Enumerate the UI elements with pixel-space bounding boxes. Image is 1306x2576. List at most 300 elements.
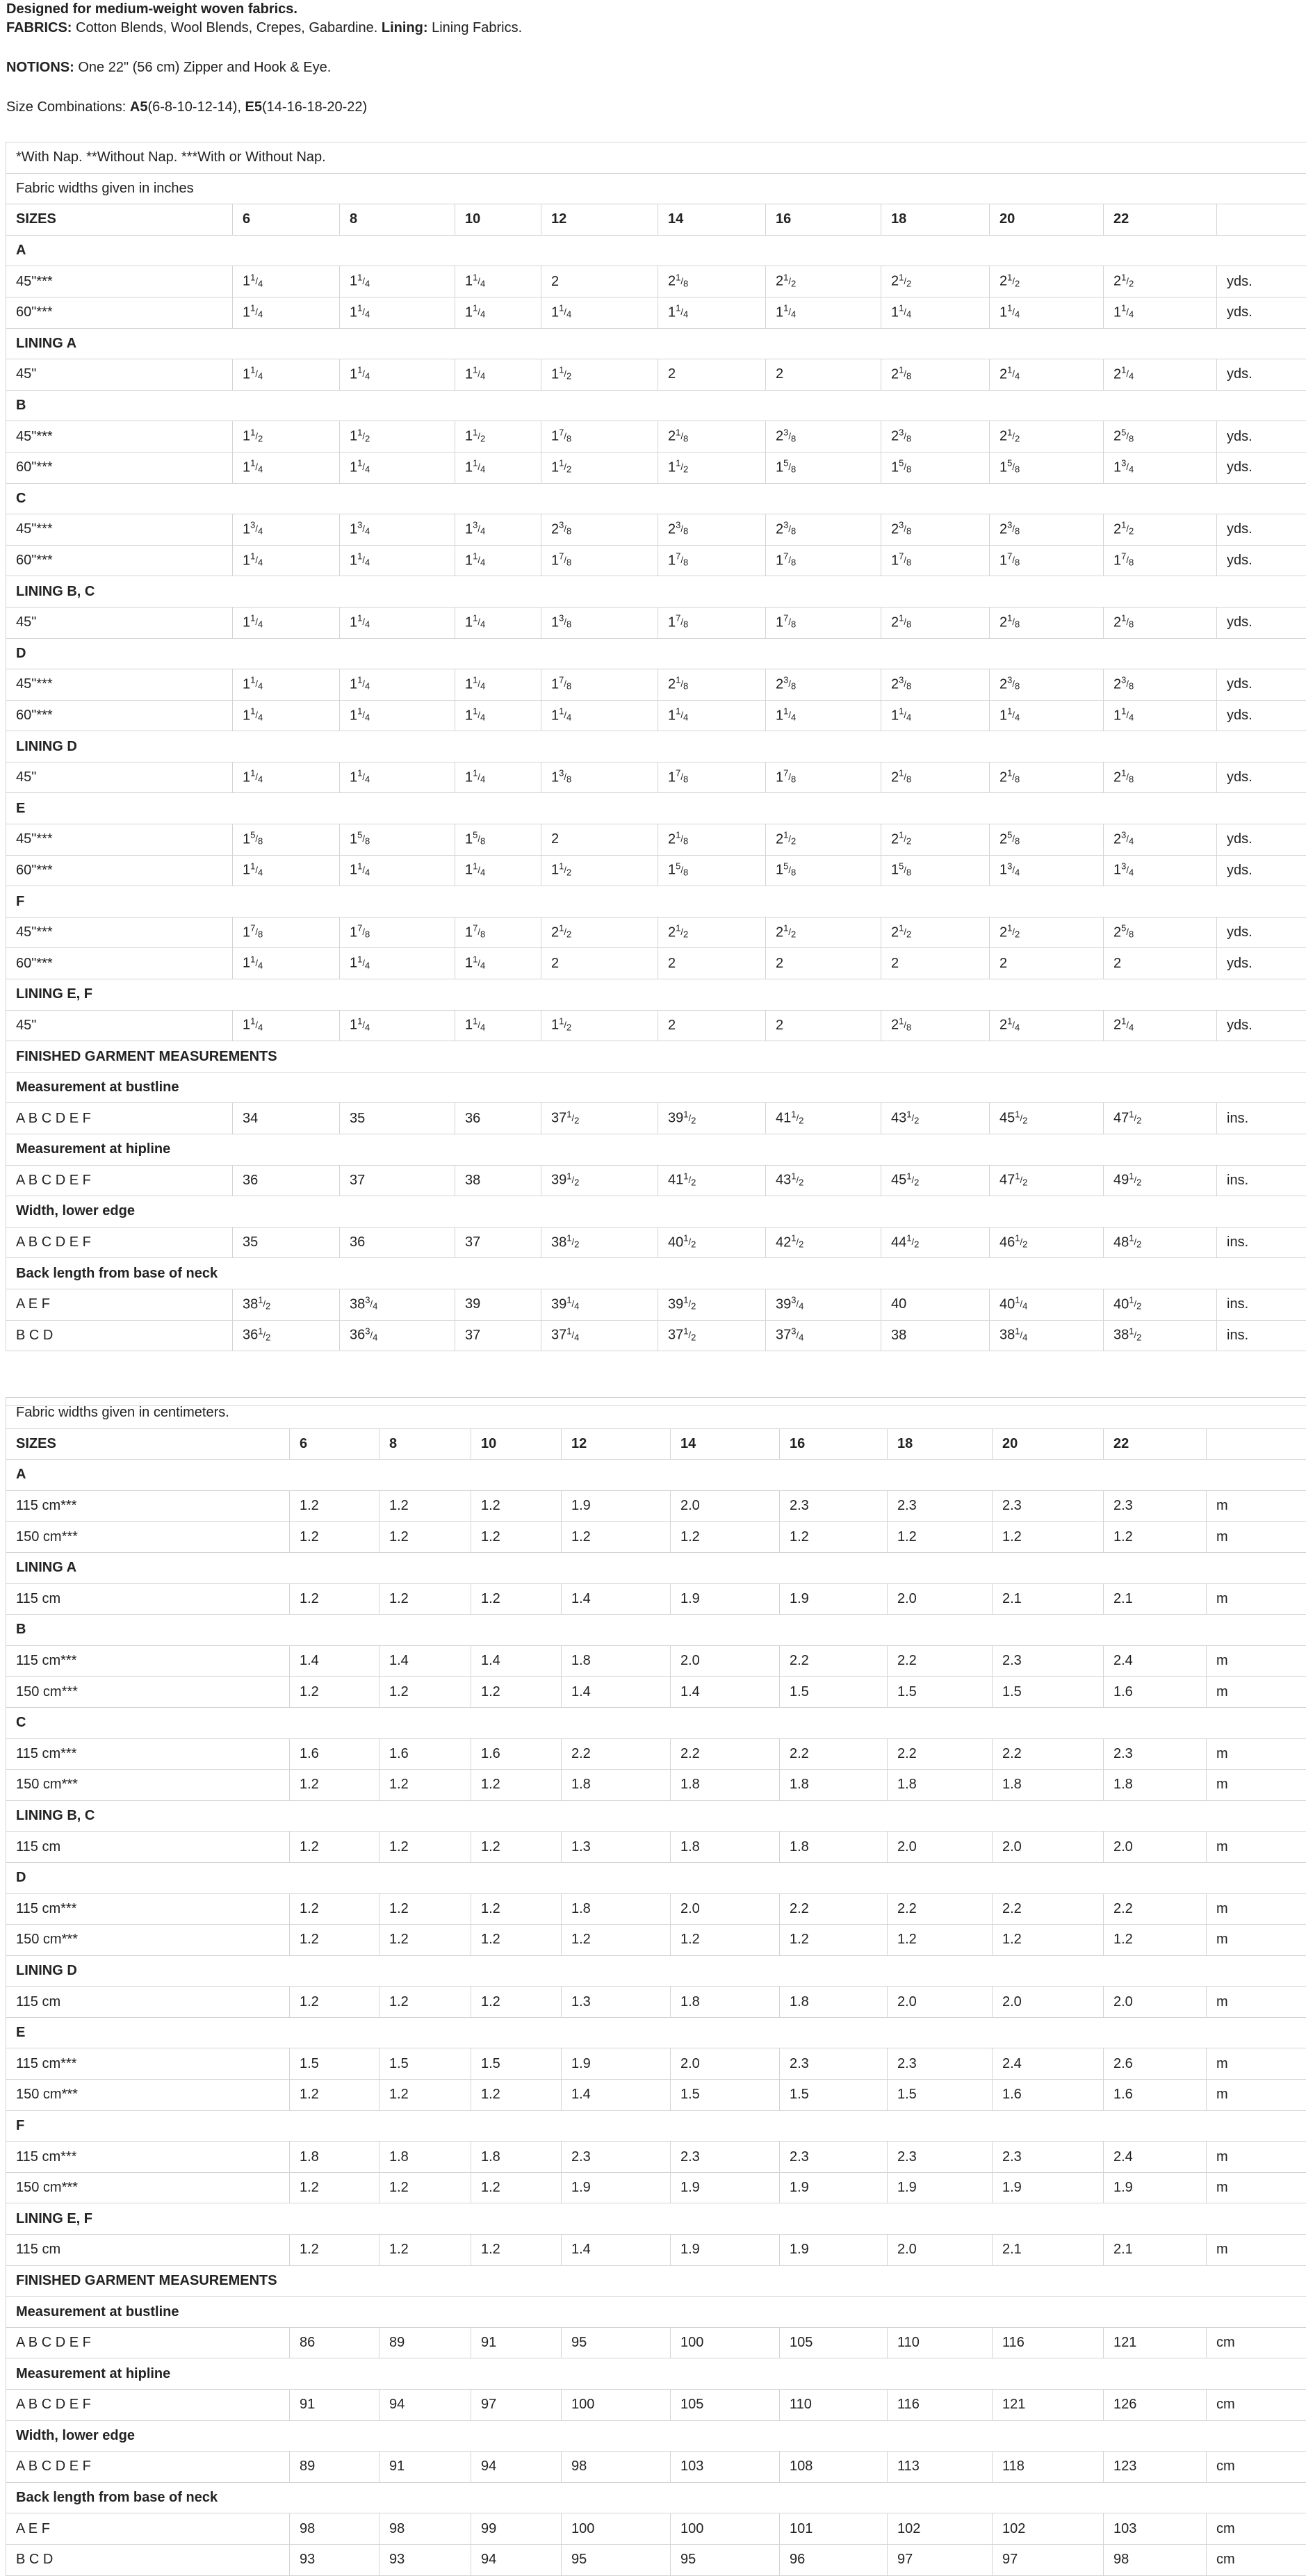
size-combinations-line	[6, 98, 522, 117]
in-value-cell: $1^1/_4$	[1104, 700, 1217, 731]
fraction: $^1/_2$	[899, 927, 911, 937]
in-value-cell: $2^3/_8$	[881, 514, 990, 546]
in-value-cell: $2^1/_8$	[1104, 762, 1217, 793]
in-header-size-18: 18	[881, 204, 990, 236]
cm-value-cell: 2.2	[671, 1738, 780, 1770]
cm-value-cell: 1.8	[290, 2142, 379, 2173]
cm-data-row	[6, 1832, 1306, 1863]
cm-unit-cell: m	[1207, 2048, 1306, 2080]
cm-value-cell: 1.9	[993, 2172, 1104, 2203]
fraction: $^1/_4$	[1007, 307, 1020, 317]
in-value-cell: 37	[340, 1165, 455, 1196]
cm-value-cell: 2.0	[671, 2048, 780, 2080]
fabrics-value: Cotton Blends, Wool Blends, Crepes, Gabardine.	[76, 20, 377, 35]
in-value-cell: $38^1/_2$	[1104, 1320, 1217, 1351]
fraction: $^3/_8$	[783, 431, 796, 441]
cm-row-label: 150 cm***	[6, 2172, 290, 2203]
cm-value-cell: 2.3	[780, 2048, 888, 2080]
fraction: $^1/_2$	[683, 1175, 696, 1185]
cm-data-row	[6, 2544, 1306, 2575]
in-value-cell: $2^1/_8$	[881, 1010, 990, 1041]
in-value-cell: $1^7/_8$	[1104, 545, 1217, 576]
in-value-cell: $1^7/_8$	[541, 669, 658, 701]
in-section-d	[6, 638, 1306, 669]
fraction: $^1/_2$	[1129, 1237, 1141, 1247]
cm-value-cell: 1.2	[671, 1925, 780, 1956]
in-header-size-10: 10	[455, 204, 541, 236]
cm-value-cell: 1.2	[562, 1522, 671, 1553]
cm-value-cell: 2.3	[993, 2142, 1104, 2173]
cm-value-cell: 98	[290, 2513, 379, 2545]
fraction: $^1/_2$	[1129, 1175, 1141, 1185]
notions-line	[6, 58, 522, 77]
in-row-label: 45"	[6, 762, 233, 793]
in-unit-cell: yds.	[1217, 824, 1306, 856]
cm-data-row	[6, 1490, 1306, 1522]
cm-data-row	[6, 1925, 1306, 1956]
in-value-cell: $2^3/_8$	[881, 421, 990, 453]
in-unit-cell: yds.	[1217, 266, 1306, 297]
fraction: $^3/_8$	[899, 431, 911, 441]
in-section-d-text: D	[6, 638, 1306, 669]
in-value-cell: $2^1/_2$	[881, 917, 990, 948]
cm-value-cell: 1.2	[471, 1925, 562, 1956]
cm-value-cell: 2.0	[671, 1490, 780, 1522]
in-value-cell: $1^5/_8$	[990, 452, 1104, 483]
cm-header-size-10: 10	[471, 1428, 562, 1460]
cm-section-b	[6, 1615, 1306, 1646]
fraction: $^1/_2$	[676, 927, 688, 937]
in-value-cell: $1^1/_4$	[455, 266, 541, 297]
cm-value-cell: 1.3	[562, 1987, 671, 2018]
in-value-cell: $39^1/_2$	[658, 1103, 766, 1134]
cm-value-cell: 1.5	[888, 1677, 993, 1708]
fraction: $^1/_2$	[1129, 1330, 1141, 1340]
pattern-intro	[6, 0, 522, 117]
cm-value-cell: 1.2	[290, 1925, 379, 1956]
in-value-cell: $2^1/_2$	[990, 917, 1104, 948]
fabrics-label: FABRICS:	[6, 20, 72, 35]
in-value-cell: $1^3/_8$	[541, 762, 658, 793]
in-section-a	[6, 235, 1306, 266]
in-row-label: 45"***	[6, 421, 233, 453]
in-value-cell: $1^1/_4$	[455, 762, 541, 793]
fraction: $^1/_4$	[783, 710, 796, 720]
fraction: $^7/_8$	[357, 927, 370, 937]
cm-value-cell: 1.2	[780, 1925, 888, 1956]
fraction: $^3/_8$	[559, 523, 571, 534]
fraction: $^1/_2$	[473, 431, 485, 441]
cm-value-cell: 1.2	[471, 2235, 562, 2266]
fraction: $^1/_4$	[473, 678, 485, 689]
cm-row-label: 115 cm	[6, 1832, 290, 1863]
in-value-cell: $1^1/_4$	[233, 452, 340, 483]
cm-value-cell: 2.2	[888, 1738, 993, 1770]
fraction: $^1/_4$	[783, 307, 796, 317]
in-value-cell: $2^5/_8$	[990, 824, 1104, 856]
cm-value-cell: 98	[1104, 2544, 1207, 2575]
in-row-label: 45"***	[6, 824, 233, 856]
cm-value-cell: 105	[671, 2390, 780, 2421]
cm-value-cell: 91	[290, 2390, 379, 2421]
cm-value-cell: 1.2	[379, 1583, 471, 1615]
in-section-e-text: E	[6, 793, 1306, 824]
in-value-cell: $1^1/_2$	[455, 421, 541, 453]
in-value-cell: 2	[766, 948, 881, 979]
in-value-cell: $2^1/_8$	[881, 762, 990, 793]
fraction: $^1/_4$	[250, 1020, 263, 1030]
fraction: $^1/_4$	[250, 368, 263, 379]
cm-unit-cell: m	[1207, 1770, 1306, 1801]
cm-value-cell: 86	[290, 2327, 379, 2358]
in-header-size-14: 14	[658, 204, 766, 236]
fraction: $^7/_8$	[783, 772, 796, 782]
fraction: $^5/_8$	[783, 462, 796, 472]
cm-section-f	[6, 2110, 1306, 2142]
cm-value-cell: 91	[379, 2452, 471, 2483]
in-row-label: B C D	[6, 1320, 233, 1351]
in-value-cell: $39^1/_4$	[541, 1289, 658, 1320]
size-code-e5: E5	[245, 99, 262, 115]
in-value-cell: $2^1/_2$	[990, 266, 1104, 297]
in-value-cell: $1^1/_4$	[233, 266, 340, 297]
in-header-size-22: 22	[1104, 204, 1217, 236]
cm-value-cell: 2.0	[1104, 1832, 1207, 1863]
in-value-cell: $1^1/_4$	[233, 855, 340, 886]
cm-value-cell: 1.2	[471, 1832, 562, 1863]
fraction: $^7/_8$	[473, 927, 485, 937]
in-unit-cell: yds.	[1217, 917, 1306, 948]
in-unit-cell: yds.	[1217, 421, 1306, 453]
cm-value-cell: 2.0	[888, 1832, 993, 1863]
in-value-cell: $44^1/_2$	[881, 1227, 990, 1258]
cm-data-row	[6, 1987, 1306, 2018]
cm-section-c-text: C	[6, 1707, 1306, 1738]
fraction: $^5/_8$	[1121, 431, 1134, 441]
cm-value-cell: 95	[671, 2544, 780, 2575]
in-row-label: 45"***	[6, 266, 233, 297]
cm-value-cell: 91	[471, 2327, 562, 2358]
cm-width-note-text: Fabric widths given in centimeters.	[6, 1398, 1306, 1429]
cm-value-cell: 1.2	[290, 1893, 379, 1925]
fraction: $^1/_8$	[899, 617, 911, 627]
in-value-cell: $1^1/_2$	[541, 855, 658, 886]
in-section-back-length-from-base-of-neck	[6, 1258, 1306, 1289]
fraction: $^1/_2$	[906, 1175, 919, 1185]
in-value-cell: $2^3/_8$	[766, 669, 881, 701]
fraction: $^1/_4$	[357, 958, 370, 968]
fraction: $^5/_8$	[357, 833, 370, 844]
fraction: $^1/_4$	[357, 462, 370, 472]
in-value-cell: 36	[455, 1103, 541, 1134]
cm-unit-cell: m	[1207, 1677, 1306, 1708]
size-range-e5: (14-16-18-20-22)	[262, 99, 367, 115]
cm-row-label: 115 cm	[6, 2235, 290, 2266]
fraction: $^3/_8$	[783, 523, 796, 534]
cm-value-cell: 1.4	[471, 1645, 562, 1677]
in-data-row	[6, 452, 1306, 483]
in-header-row	[6, 204, 1306, 236]
size-combinations-label: Size Combinations:	[6, 99, 126, 115]
cm-value-cell: 95	[562, 2327, 671, 2358]
cm-header-size-12: 12	[562, 1428, 671, 1460]
in-value-cell: $37^1/_4$	[541, 1320, 658, 1351]
in-value-cell: $37^3/_4$	[766, 1320, 881, 1351]
in-value-cell: $1^7/_8$	[455, 917, 541, 948]
cm-value-cell: 103	[671, 2452, 780, 2483]
fraction: $^1/_4$	[357, 617, 370, 627]
fraction: $^1/_4$	[566, 1330, 579, 1340]
cm-value-cell: 89	[379, 2327, 471, 2358]
in-value-cell: $40^1/_2$	[1104, 1289, 1217, 1320]
fraction: $^1/_4$	[1121, 1020, 1134, 1030]
in-unit-cell: yds.	[1217, 1010, 1306, 1041]
fraction: $^1/_4$	[1121, 710, 1134, 720]
in-value-cell: $1^1/_4$	[340, 452, 455, 483]
cm-value-cell: 1.6	[471, 1738, 562, 1770]
fraction: $^1/_2$	[791, 1237, 803, 1247]
in-value-cell: $1^1/_4$	[233, 669, 340, 701]
in-value-cell: 38	[881, 1320, 990, 1351]
in-unit-cell: yds.	[1217, 359, 1306, 391]
cm-value-cell: 2.1	[1104, 2235, 1207, 2266]
fraction: $^1/_2$	[1007, 927, 1020, 937]
cm-value-cell: 1.8	[562, 1645, 671, 1677]
in-unit-cell: yds.	[1217, 700, 1306, 731]
fraction: $^1/_2$	[783, 276, 796, 286]
in-value-cell: 2	[658, 359, 766, 391]
cm-value-cell: 1.2	[379, 1987, 471, 2018]
cm-value-cell: 1.2	[290, 2172, 379, 2203]
fraction: $^1/_2$	[1015, 1113, 1027, 1123]
cm-value-cell: 100	[671, 2513, 780, 2545]
in-value-cell: $1^1/_4$	[340, 762, 455, 793]
in-value-cell: $1^1/_4$	[455, 1010, 541, 1041]
fraction: $^1/_4$	[559, 307, 571, 317]
fraction: $^7/_8$	[250, 927, 263, 937]
cm-value-cell: 1.2	[471, 1522, 562, 1553]
in-value-cell: $1^7/_8$	[233, 917, 340, 948]
in-value-cell: $1^1/_4$	[455, 545, 541, 576]
in-value-cell: $1^7/_8$	[766, 607, 881, 638]
cm-data-row	[6, 2390, 1306, 2421]
in-value-cell: $2^1/_4$	[990, 1010, 1104, 1041]
cm-value-cell: 1.5	[671, 2080, 780, 2111]
in-value-cell: $2^3/_8$	[1104, 669, 1217, 701]
cm-row-label: 115 cm	[6, 1987, 290, 2018]
cm-section-c	[6, 1707, 1306, 1738]
fraction: $^1/_2$	[899, 276, 911, 286]
cm-unit-cell: m	[1207, 1583, 1306, 1615]
in-value-cell: $1^5/_8$	[881, 855, 990, 886]
in-value-cell: $2^1/_8$	[990, 607, 1104, 638]
cm-value-cell: 2.3	[993, 1645, 1104, 1677]
cm-value-cell: 1.6	[1104, 2080, 1207, 2111]
cm-value-cell: 1.2	[780, 1522, 888, 1553]
in-section-lining-e-f	[6, 979, 1306, 1011]
cm-value-cell: 1.2	[471, 1770, 562, 1801]
in-value-cell: $1^1/_2$	[541, 1010, 658, 1041]
cm-data-row	[6, 1893, 1306, 1925]
in-value-cell: $2^1/_4$	[1104, 1010, 1217, 1041]
cm-value-cell: 1.8	[471, 2142, 562, 2173]
in-width-note	[6, 173, 1306, 204]
fraction: $^1/_4$	[1121, 307, 1134, 317]
in-value-cell: $2^1/_2$	[766, 917, 881, 948]
in-value-cell: $2^1/_2$	[541, 917, 658, 948]
in-data-row	[6, 421, 1306, 453]
cm-value-cell: 1.2	[379, 1893, 471, 1925]
cm-value-cell: 97	[993, 2544, 1104, 2575]
fraction: $^3/_4$	[365, 1298, 377, 1309]
cm-value-cell: 2.1	[993, 2235, 1104, 2266]
fraction: $^1/_4$	[1015, 1330, 1027, 1340]
cm-unit-cell: m	[1207, 1925, 1306, 1956]
fraction: $^1/_8$	[676, 833, 688, 844]
cm-value-cell: 123	[1104, 2452, 1207, 2483]
cm-value-cell: 1.9	[780, 1583, 888, 1615]
in-data-row	[6, 824, 1306, 856]
cm-value-cell: 1.2	[993, 1925, 1104, 1956]
cm-value-cell: 1.9	[562, 2172, 671, 2203]
cm-unit-cell: cm	[1207, 2452, 1306, 2483]
fraction: $^5/_8$	[250, 833, 263, 844]
fraction: $^1/_2$	[250, 431, 263, 441]
in-unit-cell: yds.	[1217, 855, 1306, 886]
fraction: $^1/_4$	[473, 617, 485, 627]
in-value-cell: $47^1/_2$	[990, 1165, 1104, 1196]
cm-section-measurement-at-bustline-text: Measurement at bustline	[6, 2297, 1306, 2328]
cm-data-row	[6, 1770, 1306, 1801]
cm-value-cell: 1.2	[471, 1987, 562, 2018]
fraction: $^1/_4$	[250, 710, 263, 720]
cm-value-cell: 1.6	[1104, 1677, 1207, 1708]
fraction: $^1/_2$	[676, 462, 688, 472]
in-value-cell: $38^1/_4$	[990, 1320, 1104, 1351]
in-value-cell: 36	[233, 1165, 340, 1196]
in-value-cell: $2^5/_8$	[1104, 421, 1217, 453]
in-value-cell: $41^1/_2$	[658, 1165, 766, 1196]
fraction: $^1/_4$	[357, 678, 370, 689]
in-row-label: 45"***	[6, 669, 233, 701]
in-value-cell: $1^7/_8$	[541, 545, 658, 576]
in-data-row	[6, 607, 1306, 638]
fraction: $^3/_4$	[365, 1330, 377, 1340]
in-unit-cell: yds.	[1217, 545, 1306, 576]
in-data-row	[6, 514, 1306, 546]
cm-value-cell: 2.0	[1104, 1987, 1207, 2018]
fraction: $^1/_8$	[676, 276, 688, 286]
fraction: $^5/_8$	[1121, 927, 1134, 937]
fraction: $^1/_2$	[258, 1298, 270, 1309]
cm-unit-cell: m	[1207, 1645, 1306, 1677]
fraction: $^3/_8$	[559, 617, 571, 627]
cm-section-measurement-at-hipline	[6, 2358, 1306, 2390]
cm-value-cell: 1.6	[993, 2080, 1104, 2111]
fraction: $^3/_8$	[899, 523, 911, 534]
in-row-label: 60"***	[6, 948, 233, 979]
yardage-table-inches	[6, 142, 1306, 1406]
cm-value-cell: 2.3	[780, 1490, 888, 1522]
cm-data-row	[6, 2513, 1306, 2545]
in-value-cell: $1^1/_4$	[340, 266, 455, 297]
fraction: $^3/_8$	[676, 523, 688, 534]
fraction: $^1/_4$	[250, 276, 263, 286]
cm-header-row	[6, 1428, 1306, 1460]
in-value-cell: $42^1/_2$	[766, 1227, 881, 1258]
cm-value-cell: 1.8	[562, 1770, 671, 1801]
fraction: $^1/_8$	[899, 368, 911, 379]
notions-value: One 22" (56 cm) Zipper and Hook & Eye.	[78, 60, 331, 75]
in-value-cell: $2^1/_2$	[1104, 266, 1217, 297]
cm-section-lining-b-c	[6, 1800, 1306, 1832]
in-data-row	[6, 948, 1306, 979]
in-data-row	[6, 762, 1306, 793]
in-value-cell: $1^1/_4$	[455, 297, 541, 328]
cm-value-cell: 1.6	[379, 1738, 471, 1770]
cm-data-row	[6, 1738, 1306, 1770]
fraction: $^1/_4$	[473, 865, 485, 875]
in-section-b	[6, 390, 1306, 421]
in-section-lining-a	[6, 328, 1306, 359]
in-unit-cell: yds.	[1217, 948, 1306, 979]
cm-row-label: 115 cm***	[6, 2142, 290, 2173]
cm-unit-cell: m	[1207, 1832, 1306, 1863]
in-value-cell: $1^1/_4$	[340, 545, 455, 576]
in-value-cell: $1^1/_2$	[233, 421, 340, 453]
fraction: $^1/_4$	[473, 462, 485, 472]
fraction: $^1/_2$	[791, 1113, 803, 1123]
cm-row-label: 115 cm	[6, 1583, 290, 1615]
fraction: $^1/_4$	[357, 1020, 370, 1030]
cm-header-size-16: 16	[780, 1428, 888, 1460]
cm-section-d	[6, 1862, 1306, 1893]
fraction: $^1/_2$	[559, 1020, 571, 1030]
in-value-cell: $1^1/_2$	[340, 421, 455, 453]
cm-value-cell: 1.2	[290, 1583, 379, 1615]
fraction: $^1/_4$	[473, 368, 485, 379]
in-value-cell: $1^1/_4$	[233, 545, 340, 576]
in-value-cell: 2	[766, 1010, 881, 1041]
lining-value: Lining Fabrics.	[432, 20, 522, 35]
in-section-lining-b-c	[6, 576, 1306, 608]
in-section-lining-d-text: LINING D	[6, 731, 1306, 763]
cm-row-label: 115 cm***	[6, 1738, 290, 1770]
fraction: $^5/_8$	[899, 462, 911, 472]
cm-value-cell: 1.6	[290, 1738, 379, 1770]
in-data-row	[6, 917, 1306, 948]
cm-value-cell: 1.2	[993, 1522, 1104, 1553]
fraction: $^1/_4$	[357, 865, 370, 875]
in-unit-cell: yds.	[1217, 762, 1306, 793]
in-value-cell: $2^1/_4$	[990, 359, 1104, 391]
in-value-cell: $1^1/_4$	[233, 948, 340, 979]
cm-value-cell: 2.0	[888, 1583, 993, 1615]
in-value-cell: $2^1/_4$	[1104, 359, 1217, 391]
in-row-label: A B C D E F	[6, 1165, 233, 1196]
in-value-cell: $47^1/_2$	[1104, 1103, 1217, 1134]
fraction: $^1/_8$	[676, 678, 688, 689]
fraction: $^1/_2$	[1121, 276, 1134, 286]
in-value-cell: $1^1/_4$	[455, 669, 541, 701]
in-value-cell: $1^1/_4$	[881, 297, 990, 328]
in-value-cell: $37^1/_2$	[658, 1320, 766, 1351]
fraction: $^1/_2$	[1129, 1298, 1141, 1309]
fraction: $^5/_8$	[473, 833, 485, 844]
in-value-cell: $1^1/_4$	[233, 700, 340, 731]
fraction: $^1/_4$	[250, 865, 263, 875]
in-value-cell: $49^1/_2$	[1104, 1165, 1217, 1196]
